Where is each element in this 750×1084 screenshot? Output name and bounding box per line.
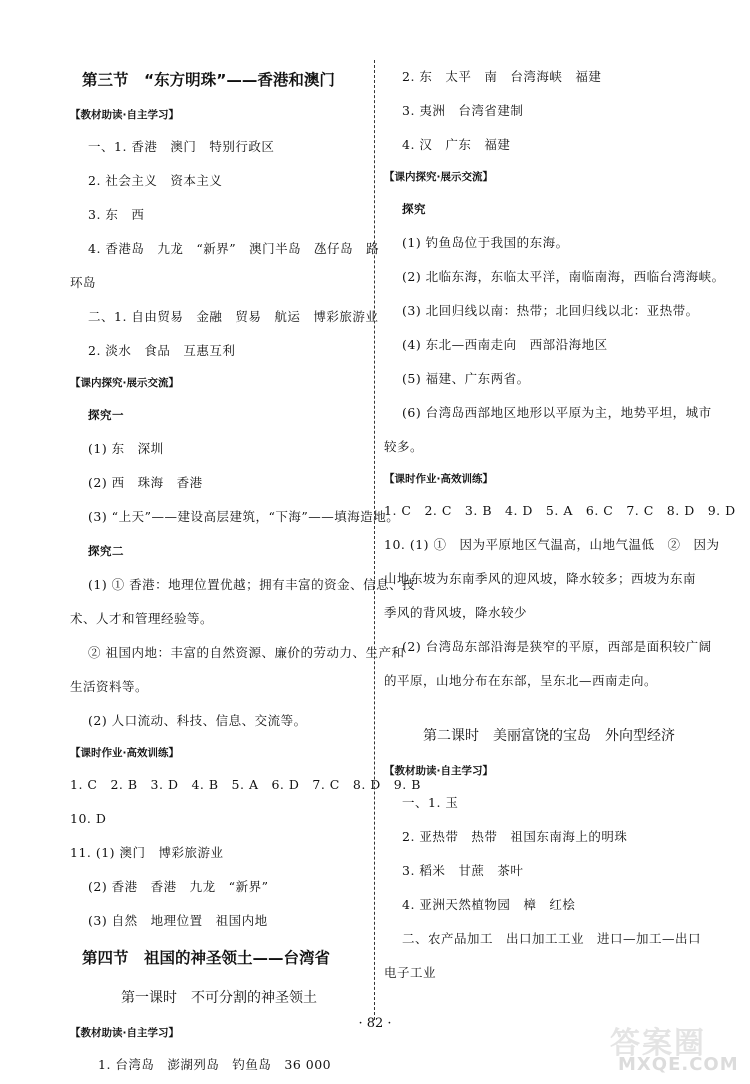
answer-line: 2. 东 太平 南 台湾海峡 福建 — [402, 69, 602, 84]
explore-heading: 探究一 — [88, 408, 124, 422]
answer-line: (1) ① 香港：地理位置优越；拥有丰富的资金、信息、技 — [88, 577, 416, 592]
answer-line: (2) 台湾岛东部沿海是狭窄的平原，西部是面积较广阔 — [402, 639, 712, 654]
answer-line: 1. C 2. B 3. D 4. B 5. A 6. D 7. C 8. D 9. B — [70, 777, 421, 792]
answer-line: (6) 台湾岛西部地区地形以平原为主，地势平坦，城市 — [402, 405, 712, 420]
answer-line: 10. D — [70, 811, 107, 826]
column-divider — [374, 60, 375, 1020]
answer-line: 季风的背风坡，降水较少 — [384, 605, 528, 620]
answer-line: (2) 西 珠海 香港 — [88, 475, 203, 490]
answer-line: 一、1. 香港 澳门 特别行政区 — [88, 139, 275, 154]
answer-line: 3. 东 西 — [88, 207, 145, 222]
explore-heading: 探究 — [402, 202, 426, 216]
answer-line: 1. C 2. C 3. B 4. D 5. A 6. C 7. C 8. D 9. D — [384, 503, 736, 518]
watermark-url: MXQE.COM — [618, 1054, 739, 1075]
answer-line: 1. 台湾岛 澎湖列岛 钓鱼岛 36 000 — [98, 1057, 332, 1072]
answer-line: (3) 北回归线以南：热带；北回归线以北：亚热带。 — [402, 303, 699, 318]
section-tag: 【教材助读·自主学习】 — [70, 109, 179, 121]
answer-line: 4. 香港岛 九龙 “新界” 澳门半岛 氹仔岛 路 — [88, 241, 380, 256]
answer-line: 4. 亚洲天然植物园 樟 红桧 — [402, 897, 576, 912]
answer-line: (1) 钓鱼岛位于我国的东海。 — [402, 235, 569, 250]
answer-line: (4) 东北—西南走向 西部沿海地区 — [402, 337, 608, 352]
answer-line: (3) “上天”——建设高层建筑，“下海”——填海造地。 — [88, 509, 400, 524]
answer-line: 4. 汉 广东 福建 — [402, 137, 511, 152]
answer-line: 2. 社会主义 资本主义 — [88, 173, 223, 188]
section-tag: 【课内探究·展示交流】 — [70, 377, 179, 389]
section-tag: 【教材助读·自主学习】 — [70, 1027, 179, 1039]
answer-line: (3) 自然 地理位置 祖国内地 — [88, 913, 268, 928]
right-column — [384, 60, 736, 990]
section-title-4: 第四节 祖国的神圣领土——台湾省 — [82, 949, 331, 967]
answer-line: (2) 香港 香港 九龙 “新界” — [88, 879, 269, 894]
answer-line: 山地东坡为东南季风的迎风坡，降水较多；西坡为东南 — [384, 571, 697, 586]
page-number: · 82 · — [358, 1016, 392, 1031]
watermark-text: 答案圈 — [610, 1026, 706, 1061]
answer-line: 生活资料等。 — [70, 679, 149, 694]
answer-line: (2) 北临东海，东临太平洋，南临南海，西临台湾海峡。 — [402, 269, 725, 284]
section-tag: 【课时作业·高效训练】 — [384, 473, 493, 485]
answer-line: (2) 人口流动、科技、信息、交流等。 — [88, 713, 307, 728]
watermark-logo — [604, 1018, 744, 1080]
answer-line: ② 祖国内地：丰富的自然资源、廉价的劳动力、生产和 — [88, 645, 405, 660]
answer-line: 较多。 — [384, 439, 424, 454]
answer-line: 2. 亚热带 热带 祖国东南海上的明珠 — [402, 829, 628, 844]
lesson-subtitle: 第二课时 美丽富饶的宝岛 外向型经济 — [423, 728, 675, 744]
section-tag: 【课时作业·高效训练】 — [70, 747, 179, 759]
answer-line: 3. 夷洲 台湾省建制 — [402, 103, 524, 118]
answer-line: 10. (1) ① 因为平原地区气温高，山地气温低 ② 因为 — [384, 537, 720, 552]
answer-line: 2. 淡水 食品 互惠互利 — [88, 343, 236, 358]
explore-heading: 探究二 — [88, 544, 124, 558]
answer-line: 二、农产品加工 出口加工工业 进口—加工—出口 — [402, 931, 702, 946]
answer-line: 一、1. 玉 — [402, 795, 459, 810]
lesson-subtitle: 第一课时 不可分割的神圣领土 — [121, 990, 317, 1006]
answer-line: 3. 稻米 甘蔗 茶叶 — [402, 863, 524, 878]
answer-line: (1) 东 深圳 — [88, 441, 164, 456]
answer-line: 电子工业 — [384, 965, 437, 980]
answer-line: 11. (1) 澳门 博彩旅游业 — [70, 845, 224, 860]
answer-line: 二、1. 自由贸易 金融 贸易 航运 博彩旅游业 — [88, 309, 379, 324]
section-title-3: 第三节 “东方明珠”——香港和澳门 — [82, 71, 335, 89]
answer-line: 的平原，山地分布在东部，呈东北—西南走向。 — [384, 673, 658, 688]
answer-line: 环岛 — [70, 275, 97, 290]
section-tag: 【教材助读·自主学习】 — [384, 765, 493, 777]
answer-line: 术、人才和管理经验等。 — [70, 611, 214, 626]
answer-line: (5) 福建、广东两省。 — [402, 371, 530, 386]
section-tag: 【课内探究·展示交流】 — [384, 171, 493, 183]
